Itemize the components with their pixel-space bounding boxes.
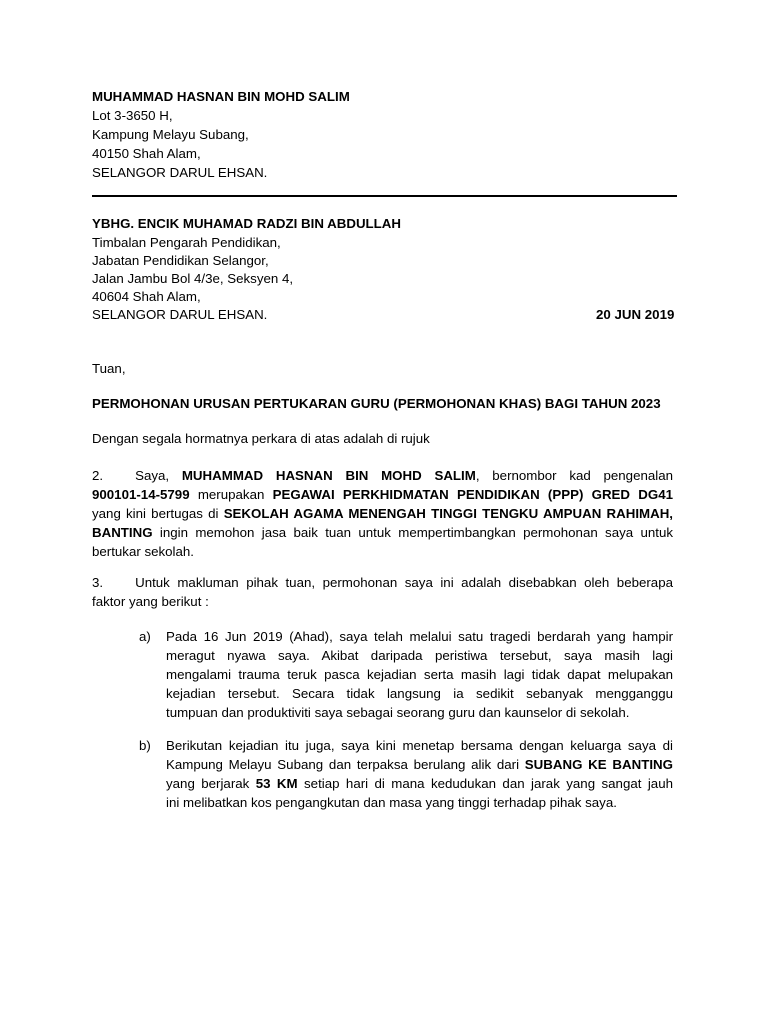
paragraph-line: 2. Saya, MUHAMMAD HASNAN BIN MOHD SALIM, bernombor kad pengenalan [92, 468, 674, 483]
paragraph-number: 2. [92, 468, 104, 483]
school-name: SEKOLAH AGAMA MENENGAH TINGGI TENGKU AMPUAN RAHIMAH, [223, 506, 673, 521]
sender-name: MUHAMMAD HASNAN BIN MOHD SALIM [92, 89, 350, 104]
paragraph-line: tumpuan dan produktiviti saya sebagai seorang guru dan kaunselor di sekolah. [166, 705, 630, 720]
job-grade: PEGAWAI PERKHIDMATAN PENDIDIKAN (PPP) GRED DG41 [272, 487, 673, 502]
recipient-address-line: Jalan Jambu Bol 4/3e, Seksyen 4, [92, 271, 294, 286]
subject-line: PERMOHONAN URUSAN PERTUKARAN GURU (PERMOHONAN KHAS) BAGI TAHUN 2023 [92, 396, 661, 411]
recipient-address-line: Timbalan Pengarah Pendidikan, [92, 235, 281, 250]
list-item-a [166, 627, 673, 722]
paragraph-line: ini melibatkan kos pengangkutan dan masa yang tinggi terhadap pihak saya. [166, 795, 617, 810]
paragraph-line: mengalami trauma teruk pasca kejadian serta masih lagi tidak dapat melupakan [166, 667, 673, 682]
letter-date: 20 JUN 2019 [596, 307, 675, 322]
paragraph-line: Berikutan kejadian itu juga, saya kini menetap bersama dengan keluarga saya di [166, 738, 673, 753]
paragraph-line: yang berjarak 53 KM setiap hari di mana kedudukan dan jarak yang sangat jauh [166, 776, 673, 791]
list-item-b [166, 736, 673, 812]
sender-address-line: SELANGOR DARUL EHSAN. [92, 165, 268, 180]
paragraph-line: faktor yang berikut : [92, 594, 209, 609]
paragraph-line: meragut nyawa saya. Akibat daripada peristiwa tersebut, saya masih lagi [166, 648, 673, 663]
recipient-address-line: SELANGOR DARUL EHSAN. [92, 307, 268, 322]
recipient-address-line: 40604 Shah Alam, [92, 289, 201, 304]
paragraph-line: kejadian tersebut. Secara tidak langsung ia sedikit sebanyak mengganggu [166, 686, 673, 701]
applicant-name: MUHAMMAD HASNAN BIN MOHD SALIM [181, 468, 476, 483]
recipient-name: YBHG. ENCIK MUHAMAD RADZI BIN ABDULLAH [92, 216, 402, 231]
route-text: SUBANG KE BANTING [524, 757, 673, 772]
school-location: BANTING [92, 525, 153, 540]
paragraph-number: 3. [92, 575, 104, 590]
paragraph-line: 3. Untuk makluman pihak tuan, permohonan saya ini adalah disebabkan oleh beberapa [92, 575, 673, 590]
distance-text: 53 KM [255, 776, 298, 791]
sender-address-line: Lot 3-3650 H, [92, 108, 173, 123]
paragraph-2 [92, 466, 673, 561]
paragraph-line: yang kini bertugas di SEKOLAH AGAMA MENENGAH TINGGI TENGKU AMPUAN RAHIMAH, [92, 506, 673, 521]
salutation: Tuan, [92, 361, 126, 376]
paragraph-line: 900101-14-5799 merupakan PEGAWAI PERKHIDMATAN PENDIDIKAN (PPP) GRED DG41 [92, 487, 673, 502]
paragraph-line: Kampung Melayu Subang dan terpaksa berulang alik dari SUBANG KE BANTING [166, 757, 673, 772]
sender-address-line: 40150 Shah Alam, [92, 146, 201, 161]
paragraph-3 [92, 573, 673, 611]
sender-address-line: Kampung Melayu Subang, [92, 127, 249, 142]
divider-line [92, 195, 677, 197]
ic-number: 900101-14-5799 [92, 487, 190, 502]
list-item-label: a) [139, 629, 151, 644]
paragraph-line: bertukar sekolah. [92, 544, 194, 559]
list-item-label: b) [139, 738, 151, 753]
recipient-address-line: Jabatan Pendidikan Selangor, [92, 253, 269, 268]
paragraph-line: BANTING ingin memohon jasa baik tuan untuk mempertimbangkan permohonan saya untuk [92, 525, 673, 540]
opening-line: Dengan segala hormatnya perkara di atas adalah di rujuk [92, 431, 430, 446]
paragraph-line: Pada 16 Jun 2019 (Ahad), saya telah melalui satu tragedi berdarah yang hampir [166, 629, 673, 644]
